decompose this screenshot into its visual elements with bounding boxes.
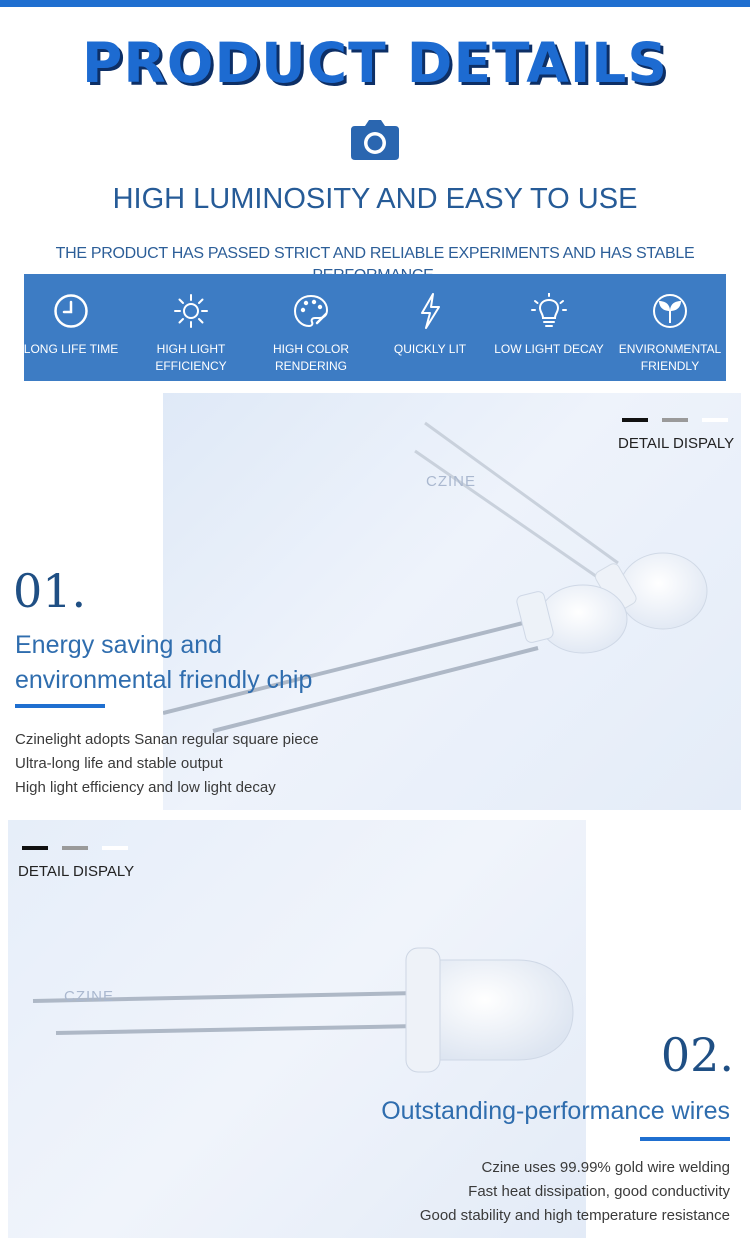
swatch-black (622, 418, 648, 422)
clock-icon (53, 293, 89, 329)
leaf-icon (652, 293, 688, 329)
description-line: Czinelight adopts Sanan regular square piece (15, 731, 319, 748)
feature-high-efficiency (131, 274, 251, 381)
detail-label: DETAIL DISPALY (18, 863, 135, 880)
feature-color-rendering (251, 274, 371, 381)
features-band (24, 274, 726, 381)
camera-icon (351, 120, 399, 160)
watermark: CZINE (64, 988, 114, 1005)
description-line: Ultra-long life and stable output (15, 755, 223, 772)
feature-label: LOW LIGHT DECAY (494, 342, 604, 356)
section-heading-line2: environmental friendly chip (15, 666, 313, 694)
detail-label: DETAIL DISPALY (618, 435, 735, 452)
section-heading-line1: Energy saving and (15, 631, 223, 659)
feature-environmental (610, 274, 730, 381)
tagline: THE PRODUCT HAS PASSED STRICT AND RELIABLE EXPERIMENTS AND HAS STABLE (55, 245, 695, 262)
sun-icon (173, 293, 209, 329)
swatch-white (702, 418, 728, 422)
swatch-gray (662, 418, 688, 422)
heading-underline (15, 704, 105, 708)
feature-label: HIGH COLOR RENDERING (272, 342, 349, 373)
swatch-white (102, 846, 128, 850)
feature-label: LONG LIFE TIME (23, 342, 119, 356)
description-line: Fast heat dissipation, good conductivity (468, 1183, 730, 1200)
top-accent-bar (0, 0, 750, 7)
feature-quickly-lit (370, 274, 490, 381)
feature-label: ENVIRONMENTAL FRIENDLY (618, 342, 722, 373)
lightning-icon (412, 293, 448, 329)
feature-long-life (11, 274, 131, 381)
bulb-icon (531, 293, 567, 329)
feature-low-decay (489, 274, 609, 381)
description-line: Czine uses 99.99% gold wire welding (481, 1159, 730, 1176)
swatch-black (22, 846, 48, 850)
feature-label: QUICKLY LIT (393, 342, 467, 356)
description-line: Good stability and high temperature resistance (419, 1207, 730, 1224)
heading-underline (640, 1137, 730, 1141)
swatch-gray (62, 846, 88, 850)
section-number: 02. (660, 1028, 734, 1082)
page-title: PRODUCT DETAILS (82, 31, 668, 95)
section-number: 01. (13, 564, 87, 618)
watermark: CZINE (426, 473, 476, 490)
palette-icon (293, 293, 329, 329)
section-subtitle: HIGH LUMINOSITY AND EASY TO USE (112, 183, 638, 215)
feature-label: HIGH LIGHT EFFICIENCY (155, 342, 227, 373)
section-heading: Outstanding-performance wires (381, 1097, 730, 1125)
description-line: High light efficiency and low light decay (15, 779, 276, 796)
